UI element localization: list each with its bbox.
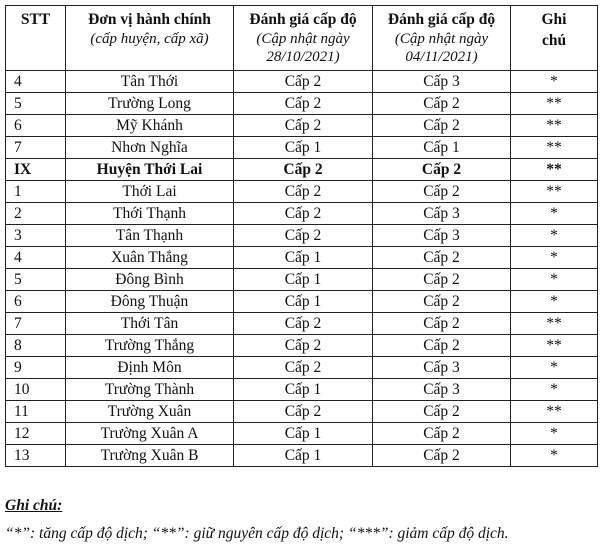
cell-level-28-10: Cấp 1 xyxy=(234,247,373,269)
table-row xyxy=(6,401,598,423)
table-row xyxy=(6,247,598,269)
cell-note: * xyxy=(511,445,598,467)
cell-unit: Xuân Thắng xyxy=(66,247,234,269)
cell-note: ** xyxy=(511,115,598,137)
cell-level-04-11: Cấp 3 xyxy=(373,225,511,247)
cell-note: ** xyxy=(511,137,598,159)
cell-level-04-11: Cấp 2 xyxy=(373,423,511,445)
cell-level-04-11: Cấp 2 xyxy=(373,313,511,335)
cell-level-04-11: Cấp 2 xyxy=(373,93,511,115)
table-row xyxy=(6,203,598,225)
cell-level-28-10: Cấp 2 xyxy=(234,159,373,181)
cell-unit: Trường Xuân B xyxy=(66,445,234,467)
cell-unit: Đông Thuận xyxy=(66,291,234,313)
cell-stt: 4 xyxy=(6,71,66,93)
cell-note: ** xyxy=(511,159,598,181)
cell-stt: 10 xyxy=(6,379,66,401)
cell-level-28-10: Cấp 2 xyxy=(234,93,373,115)
cell-level-28-10: Cấp 2 xyxy=(234,225,373,247)
header-eval-04-11: Đánh giá cấp độ (Cập nhật ngày 04/11/2021) xyxy=(373,6,511,71)
cell-stt: 1 xyxy=(6,181,66,203)
cell-unit: Trường Thành xyxy=(66,379,234,401)
cell-stt: 9 xyxy=(6,357,66,379)
cell-level-04-11: Cấp 2 xyxy=(373,181,511,203)
table-row xyxy=(6,313,598,335)
cell-unit: Mỹ Khánh xyxy=(66,115,234,137)
cell-level-28-10: Cấp 2 xyxy=(234,357,373,379)
cell-stt: 5 xyxy=(6,93,66,115)
cell-stt: 11 xyxy=(6,401,66,423)
header-note: Ghi chú xyxy=(511,6,598,71)
cell-level-04-11: Cấp 2 xyxy=(373,291,511,313)
cell-level-28-10: Cấp 2 xyxy=(234,71,373,93)
cell-level-28-10: Cấp 1 xyxy=(234,269,373,291)
cell-stt: 7 xyxy=(6,313,66,335)
cell-unit: Trường Xuân A xyxy=(66,423,234,445)
table-row xyxy=(6,269,598,291)
cell-level-04-11: Cấp 3 xyxy=(373,379,511,401)
cell-level-28-10: Cấp 1 xyxy=(234,291,373,313)
cell-level-04-11: Cấp 3 xyxy=(373,71,511,93)
cell-level-28-10: Cấp 2 xyxy=(234,401,373,423)
cell-level-04-11: Cấp 2 xyxy=(373,269,511,291)
cell-note: * xyxy=(511,269,598,291)
table-row xyxy=(6,291,598,313)
notes-section xyxy=(5,495,595,545)
cell-level-28-10: Cấp 1 xyxy=(234,423,373,445)
cell-level-28-10: Cấp 2 xyxy=(234,181,373,203)
cell-note: * xyxy=(511,423,598,445)
cell-note: * xyxy=(511,71,598,93)
cell-note: * xyxy=(511,379,598,401)
table-row xyxy=(6,115,598,137)
cell-note: * xyxy=(511,291,598,313)
table-row xyxy=(6,379,598,401)
cell-level-28-10: Cấp 2 xyxy=(234,203,373,225)
cell-unit: Thới Lai xyxy=(66,181,234,203)
cell-stt: 12 xyxy=(6,423,66,445)
cell-note: ** xyxy=(511,401,598,423)
cell-note: ** xyxy=(511,93,598,115)
cell-unit: Huyện Thới Lai xyxy=(66,159,234,181)
cell-unit: Trường Thắng xyxy=(66,335,234,357)
table-row xyxy=(6,181,598,203)
cell-stt: 7 xyxy=(6,137,66,159)
table-row xyxy=(6,335,598,357)
cell-note: * xyxy=(511,357,598,379)
table-row xyxy=(6,93,598,115)
notes-text: “*”: tăng cấp độ dịch; “**”: giữ nguyên cấp độ dịch; “***”: giảm cấp độ dịch. xyxy=(5,525,509,542)
table-row xyxy=(6,137,598,159)
table-row xyxy=(6,71,598,93)
cell-note: ** xyxy=(511,181,598,203)
cell-stt: IX xyxy=(6,159,66,181)
cell-unit: Định Môn xyxy=(66,357,234,379)
cell-unit: Nhơn Nghĩa xyxy=(66,137,234,159)
cell-unit: Đông Bình xyxy=(66,269,234,291)
cell-unit: Trường Xuân xyxy=(66,401,234,423)
cell-level-04-11: Cấp 3 xyxy=(373,203,511,225)
notes-title: Ghi chú: xyxy=(5,497,63,514)
cell-stt: 5 xyxy=(6,269,66,291)
cell-unit: Thới Thạnh xyxy=(66,203,234,225)
cell-unit: Tân Thới xyxy=(66,71,234,93)
cell-unit: Thới Tân xyxy=(66,313,234,335)
cell-level-28-10: Cấp 2 xyxy=(234,115,373,137)
cell-unit: Trường Long xyxy=(66,93,234,115)
cell-level-04-11: Cấp 2 xyxy=(373,247,511,269)
cell-level-28-10: Cấp 1 xyxy=(234,379,373,401)
cell-level-04-11: Cấp 2 xyxy=(373,335,511,357)
cell-note: ** xyxy=(511,335,598,357)
cell-stt: 4 xyxy=(6,247,66,269)
cell-level-04-11: Cấp 2 xyxy=(373,445,511,467)
cell-unit: Tân Thạnh xyxy=(66,225,234,247)
cell-stt: 2 xyxy=(6,203,66,225)
table-body xyxy=(6,71,598,467)
header-eval-28-10: Đánh giá cấp độ (Cập nhật ngày 28/10/2021) xyxy=(234,6,373,71)
cell-note: * xyxy=(511,225,598,247)
table-row xyxy=(6,445,598,467)
cell-level-04-11: Cấp 2 xyxy=(373,115,511,137)
table-row xyxy=(6,225,598,247)
table-row xyxy=(6,357,598,379)
cell-note: ** xyxy=(511,313,598,335)
table-row xyxy=(6,423,598,445)
cell-note: * xyxy=(511,247,598,269)
cell-stt: 6 xyxy=(6,291,66,313)
header-unit: Đơn vị hành chính (cấp huyện, cấp xã) xyxy=(66,6,234,71)
cell-stt: 13 xyxy=(6,445,66,467)
header-stt: STT xyxy=(6,6,66,71)
cell-level-04-11: Cấp 2 xyxy=(373,401,511,423)
cell-note: * xyxy=(511,203,598,225)
covid-level-table xyxy=(5,5,598,467)
cell-stt: 8 xyxy=(6,335,66,357)
cell-level-28-10: Cấp 2 xyxy=(234,335,373,357)
table-header-row xyxy=(6,6,598,71)
table-row xyxy=(6,159,598,181)
cell-level-04-11: Cấp 2 xyxy=(373,159,511,181)
cell-level-04-11: Cấp 3 xyxy=(373,357,511,379)
cell-stt: 6 xyxy=(6,115,66,137)
cell-stt: 3 xyxy=(6,225,66,247)
cell-level-04-11: Cấp 1 xyxy=(373,137,511,159)
cell-level-28-10: Cấp 1 xyxy=(234,445,373,467)
cell-level-28-10: Cấp 2 xyxy=(234,313,373,335)
cell-level-28-10: Cấp 1 xyxy=(234,137,373,159)
